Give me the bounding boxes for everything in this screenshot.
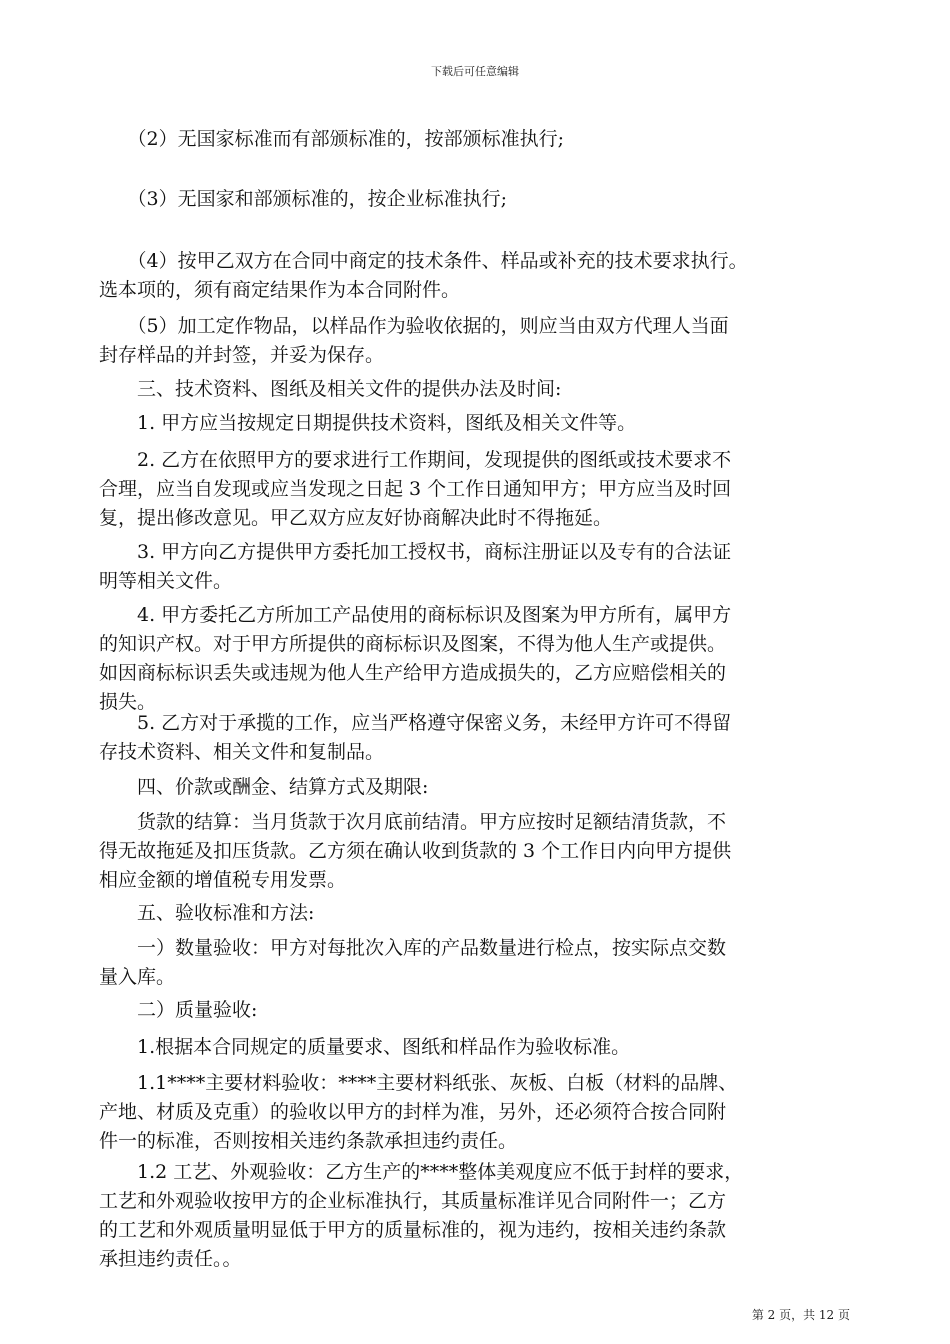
page-number: 第 2 页，共 12 页 bbox=[751, 1308, 850, 1322]
text-line: 如因商标标识丢失或违规为他人生产给甲方造成损失的，乙方应赔偿相关的 bbox=[99, 662, 727, 684]
text-line: 承担违约责任。。 bbox=[99, 1248, 242, 1270]
text-line: 一）数量验收：甲方对每批次入库的产品数量进行检点，按实际点交数 bbox=[99, 937, 727, 959]
text-line: （4）按甲乙双方在合同中商定的技术条件、样品或补充的技术要求执行。 bbox=[99, 250, 748, 272]
text-line: 复，提出修改意见。甲乙双方应友好协商解决此时不得拖延。 bbox=[99, 507, 613, 529]
item-5-1-1-paragraph bbox=[99, 1069, 851, 1156]
item-3-1-paragraph bbox=[99, 409, 851, 438]
page-header: 下载后可任意编辑 bbox=[431, 65, 519, 78]
text-line: 三、技术资料、图纸及相关文件的提供办法及时间: bbox=[99, 378, 562, 400]
text-line: 1.根据本合同规定的质量要求、图纸和样品作为验收标准。 bbox=[99, 1036, 631, 1058]
clause-5-paragraph bbox=[99, 312, 851, 370]
text-line: 量入库。 bbox=[99, 966, 176, 988]
text-line: 5. 乙方对于承揽的工作，应当严格遵守保密义务，未经甲方许可不得留 bbox=[99, 712, 732, 734]
item-5-1-2-paragraph bbox=[99, 1158, 851, 1274]
text-line: 1.2 工艺、外观验收：乙方生产的****整体美观度应不低于封样的要求， bbox=[99, 1161, 744, 1183]
text-line: 件一的标准，否则按相关违约条款承担违约责任。 bbox=[99, 1130, 518, 1152]
text-line: 3. 甲方向乙方提供甲方委托加工授权书，商标注册证以及专有的合法证 bbox=[99, 541, 732, 563]
text-line: 封存样品的并封签，并妥为保存。 bbox=[99, 344, 385, 366]
text-line: 存技术资料、相关文件和复制品。 bbox=[99, 741, 385, 763]
text-line: 4. 甲方委托乙方所加工产品使用的商标标识及图案为甲方所有，属甲方 bbox=[99, 604, 732, 626]
text-line: 相应金额的增值税专用发票。 bbox=[99, 869, 347, 891]
section-5-heading bbox=[99, 899, 851, 928]
clause-4-paragraph bbox=[99, 247, 851, 305]
text-line: 货款的结算：当月货款于次月底前结清。甲方应按时足额结清货款，不 bbox=[99, 811, 727, 833]
text-line: 的工艺和外观质量明显低于甲方的质量标准的，视为违约，按相关违约条款 bbox=[99, 1219, 727, 1241]
text-line: 合理，应当自发现或应当发现之日起 3 个工作日通知甲方；甲方应当及时回 bbox=[99, 478, 732, 500]
quantity-acceptance-paragraph bbox=[99, 934, 851, 992]
text-line: 1.1****主要材料验收：****主要材料纸张、灰板、白板（材料的品牌、 bbox=[99, 1072, 738, 1094]
clause-2-paragraph bbox=[99, 125, 851, 154]
text-line: 四、价款或酬金、结算方式及期限: bbox=[99, 776, 429, 798]
text-line: 工艺和外观验收按甲方的企业标准执行，其质量标准详见合同附件一；乙方 bbox=[99, 1190, 727, 1212]
item-5-1-paragraph bbox=[99, 1033, 851, 1062]
item-3-2-paragraph bbox=[99, 446, 851, 533]
text-line: 选本项的，须有商定结果作为本合同附件。 bbox=[99, 279, 461, 301]
text-line: 得无故拖延及扣压货款。乙方须在确认收到货款的 3 个工作日内向甲方提供 bbox=[99, 840, 732, 862]
text-line: 明等相关文件。 bbox=[99, 570, 233, 592]
section-4-heading bbox=[99, 773, 851, 802]
text-line: 产地、材质及克重）的验收以甲方的封样为准，另外，还必须符合按合同附 bbox=[99, 1101, 727, 1123]
text-line: 损失。 bbox=[99, 691, 157, 713]
text-line: 2. 乙方在依照甲方的要求进行工作期间，发现提供的图纸或技术要求不 bbox=[99, 449, 732, 471]
item-3-3-paragraph bbox=[99, 538, 851, 596]
item-3-5-paragraph bbox=[99, 709, 851, 767]
section-3-heading bbox=[99, 375, 851, 404]
text-line: 五、验收标准和方法: bbox=[99, 902, 315, 924]
payment-settlement-paragraph bbox=[99, 808, 851, 895]
text-line: （3）无国家和部颁标准的，按企业标准执行; bbox=[99, 188, 507, 210]
text-line: 二）质量验收: bbox=[99, 999, 258, 1021]
item-3-4-paragraph bbox=[99, 601, 851, 717]
text-line: （2）无国家标准而有部颁标准的，按部颁标准执行; bbox=[99, 128, 564, 150]
text-line: 的知识产权。对于甲方所提供的商标标识及图案，不得为他人生产或提供。 bbox=[99, 633, 727, 655]
quality-acceptance-heading bbox=[99, 996, 851, 1025]
text-line: 1. 甲方应当按规定日期提供技术资料，图纸及相关文件等。 bbox=[99, 412, 637, 434]
clause-3-paragraph bbox=[99, 185, 851, 214]
text-line: （5）加工定作物品，以样品作为验收依据的，则应当由双方代理人当面 bbox=[99, 315, 729, 337]
